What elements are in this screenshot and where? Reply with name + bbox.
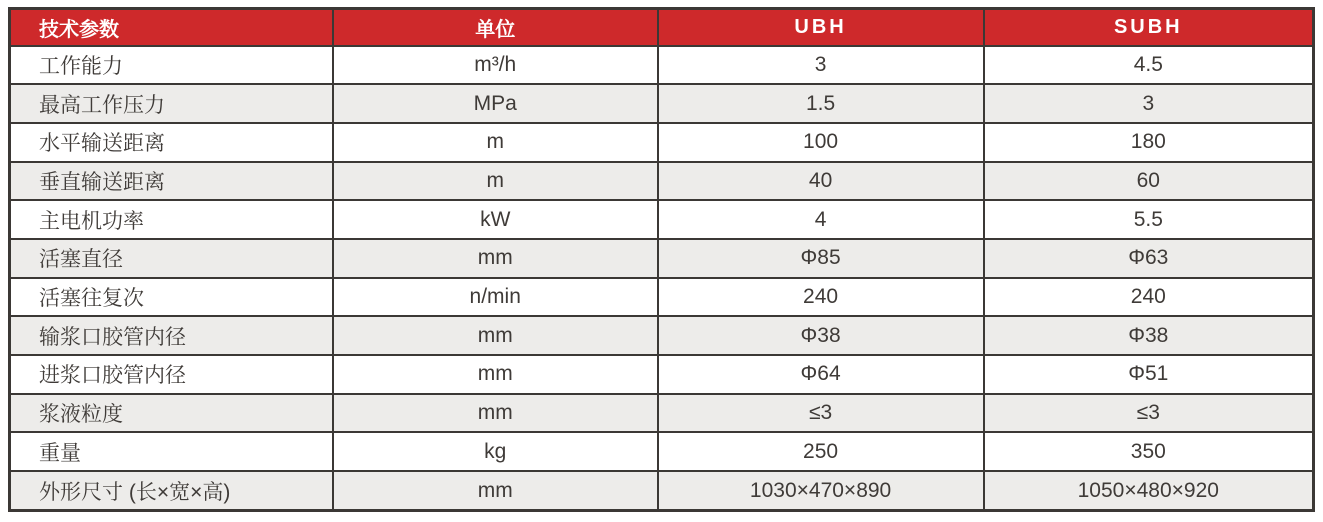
table-row bbox=[10, 123, 1314, 162]
table-row bbox=[10, 471, 1314, 510]
cell-subh: 240 bbox=[984, 278, 1314, 317]
cell-ubh: 1.5 bbox=[658, 84, 984, 123]
table-row bbox=[10, 432, 1314, 471]
cell-param: 工作能力 bbox=[10, 46, 333, 85]
header-subh: SUBH bbox=[984, 9, 1314, 46]
cell-ubh: 250 bbox=[658, 432, 984, 471]
cell-unit: mm bbox=[333, 316, 658, 355]
spec-table bbox=[8, 7, 1315, 512]
spec-table-container bbox=[8, 7, 1315, 512]
cell-unit: mm bbox=[333, 394, 658, 433]
table-header bbox=[10, 9, 1314, 46]
cell-param: 浆液粒度 bbox=[10, 394, 333, 433]
cell-param: 活塞直径 bbox=[10, 239, 333, 278]
cell-param: 垂直输送距离 bbox=[10, 162, 333, 201]
cell-unit: kg bbox=[333, 432, 658, 471]
cell-param: 外形尺寸 (长×宽×高) bbox=[10, 471, 333, 510]
table-row bbox=[10, 316, 1314, 355]
cell-ubh: 4 bbox=[658, 200, 984, 239]
cell-subh: 180 bbox=[984, 123, 1314, 162]
table-row bbox=[10, 162, 1314, 201]
table-row bbox=[10, 239, 1314, 278]
cell-ubh: 1030×470×890 bbox=[658, 471, 984, 510]
table-row bbox=[10, 46, 1314, 85]
cell-param: 进浆口胶管内径 bbox=[10, 355, 333, 394]
table-row bbox=[10, 394, 1314, 433]
cell-unit: kW bbox=[333, 200, 658, 239]
table-row bbox=[10, 84, 1314, 123]
cell-subh: 3 bbox=[984, 84, 1314, 123]
cell-unit: m bbox=[333, 123, 658, 162]
cell-param: 活塞往复次 bbox=[10, 278, 333, 317]
table-body bbox=[10, 46, 1314, 511]
cell-ubh: Φ64 bbox=[658, 355, 984, 394]
header-row bbox=[10, 9, 1314, 46]
cell-subh: Φ63 bbox=[984, 239, 1314, 278]
table-row bbox=[10, 278, 1314, 317]
cell-unit: mm bbox=[333, 355, 658, 394]
table-row bbox=[10, 200, 1314, 239]
cell-ubh: 40 bbox=[658, 162, 984, 201]
cell-unit: mm bbox=[333, 239, 658, 278]
cell-param: 最高工作压力 bbox=[10, 84, 333, 123]
cell-ubh: ≤3 bbox=[658, 394, 984, 433]
cell-unit: m bbox=[333, 162, 658, 201]
cell-ubh: 3 bbox=[658, 46, 984, 85]
cell-subh: 1050×480×920 bbox=[984, 471, 1314, 510]
cell-unit: mm bbox=[333, 471, 658, 510]
cell-subh: 350 bbox=[984, 432, 1314, 471]
cell-ubh: Φ38 bbox=[658, 316, 984, 355]
header-param: 技术参数 bbox=[10, 9, 333, 46]
table-row bbox=[10, 355, 1314, 394]
cell-subh: 4.5 bbox=[984, 46, 1314, 85]
cell-param: 输浆口胶管内径 bbox=[10, 316, 333, 355]
cell-ubh: 100 bbox=[658, 123, 984, 162]
cell-ubh: Φ85 bbox=[658, 239, 984, 278]
cell-unit: n/min bbox=[333, 278, 658, 317]
cell-param: 水平输送距离 bbox=[10, 123, 333, 162]
cell-subh: ≤3 bbox=[984, 394, 1314, 433]
cell-param: 重量 bbox=[10, 432, 333, 471]
cell-ubh: 240 bbox=[658, 278, 984, 317]
cell-subh: Φ51 bbox=[984, 355, 1314, 394]
header-unit: 单位 bbox=[333, 9, 658, 46]
header-ubh: UBH bbox=[658, 9, 984, 46]
cell-unit: m³/h bbox=[333, 46, 658, 85]
cell-subh: Φ38 bbox=[984, 316, 1314, 355]
cell-param: 主电机功率 bbox=[10, 200, 333, 239]
cell-unit: MPa bbox=[333, 84, 658, 123]
cell-subh: 60 bbox=[984, 162, 1314, 201]
cell-subh: 5.5 bbox=[984, 200, 1314, 239]
